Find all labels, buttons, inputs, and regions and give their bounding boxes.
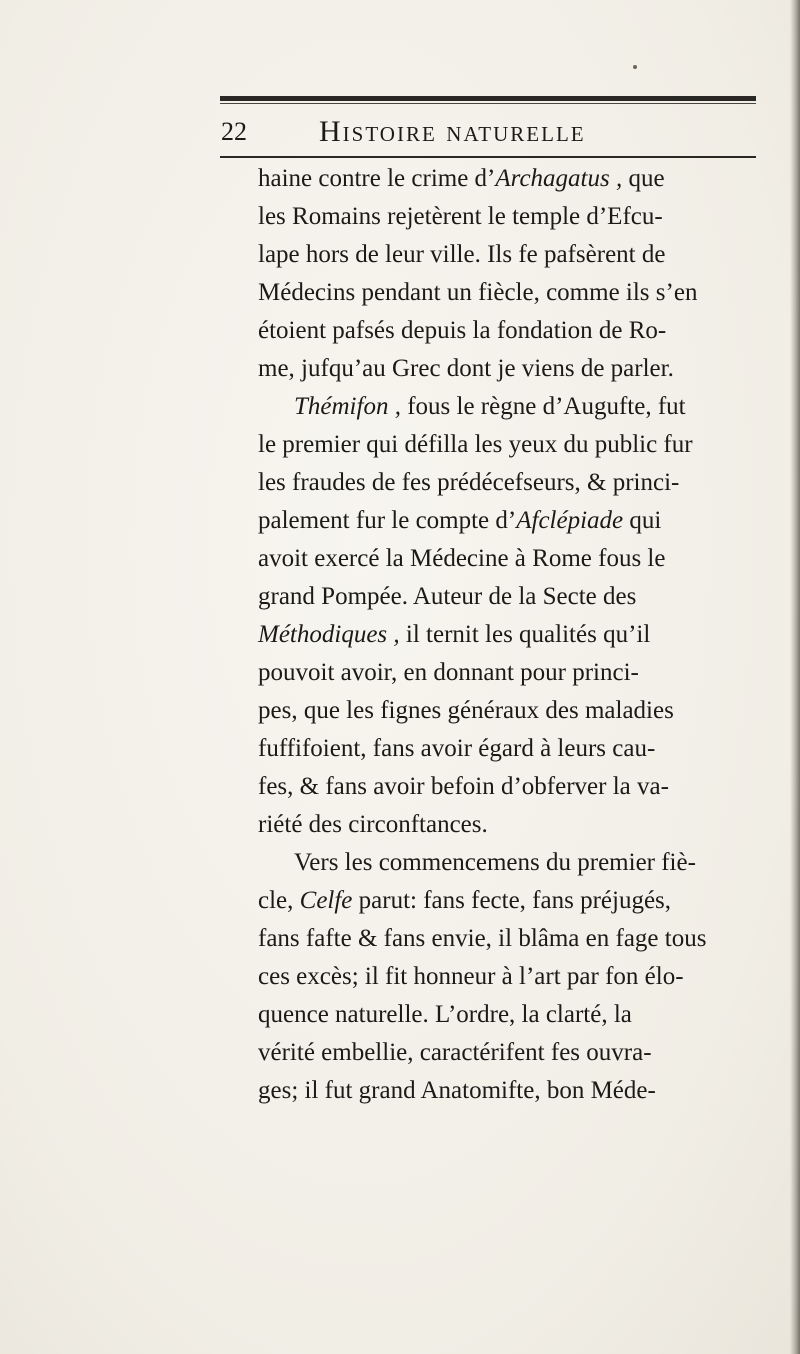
italic-text: Thémifon , <box>294 393 401 420</box>
text-span: fes, & fans avoir befoin d’obferver la va- <box>258 773 669 800</box>
text-line <box>258 920 768 958</box>
text-span: ges; il fut grand Anatomifte, bon Méde- <box>258 1077 656 1104</box>
text-span: les Romains rejetèrent le temple d’Efcu- <box>258 203 663 230</box>
italic-text: Celfe <box>299 887 353 914</box>
text-line <box>258 844 768 882</box>
header-thick-rule <box>220 96 756 101</box>
text-line <box>258 350 768 388</box>
text-line <box>258 426 768 464</box>
italic-text: Afclépiade <box>516 507 624 534</box>
text-span: cle, <box>258 887 300 914</box>
text-span: vérité embellie, caractérifent fes ouvra- <box>258 1039 652 1066</box>
text-span: haine contre le crime d’ <box>258 165 496 192</box>
text-span: me, jufqu’au Grec dont je viens de parler. <box>258 355 674 382</box>
italic-text: Archagatus , <box>495 165 623 192</box>
running-head <box>221 112 757 152</box>
text-line <box>258 160 768 198</box>
text-span: qui <box>623 507 662 534</box>
text-span: il ternit les qualités qu’il <box>399 621 651 648</box>
text-line <box>258 464 768 502</box>
text-line <box>258 654 768 692</box>
text-line <box>258 578 768 616</box>
text-span: que <box>622 165 665 192</box>
running-head-rule <box>220 156 756 158</box>
text-span: parut: fans fecte, fans préjugés, <box>352 887 672 914</box>
ink-speck <box>633 65 637 69</box>
text-line <box>258 540 768 578</box>
text-line <box>258 730 768 768</box>
text-line <box>258 502 768 540</box>
text-span: Médecins pendant un fiècle, comme ils s’en <box>258 279 698 306</box>
page-number: 22 <box>221 117 247 146</box>
text-span: étoient pafsés depuis la fondation de Ro- <box>258 317 667 344</box>
body-text <box>258 160 768 1110</box>
text-line <box>258 388 768 426</box>
text-line <box>258 692 768 730</box>
text-span: lape hors de leur ville. Ils fe pafsèrent de <box>258 241 666 268</box>
text-span: palement fur le compte d’ <box>258 507 517 534</box>
page-edge-shadow <box>790 0 800 1354</box>
text-span: riété des circonftances. <box>258 811 488 838</box>
text-span: fous le règne d’Augufte, fut <box>400 393 686 420</box>
text-line <box>258 274 768 312</box>
text-span: les fraudes de fes prédécefseurs, & princi- <box>258 469 680 496</box>
text-line <box>258 996 768 1034</box>
text-line <box>258 768 768 806</box>
header-thin-rule <box>220 103 756 104</box>
text-line <box>258 236 768 274</box>
text-span: le premier qui défilla les yeux du public fur <box>258 431 693 458</box>
text-span: fans fafte & fans envie, il blâma en fage tous <box>258 925 707 952</box>
text-span: quence naturelle. L’ordre, la clarté, la <box>258 1001 632 1028</box>
text-line <box>258 616 768 654</box>
text-span: pes, que les fignes généraux des maladies <box>258 697 674 724</box>
text-span: fuffifoient, fans avoir égard à leurs cau- <box>258 735 656 762</box>
text-line <box>258 958 768 996</box>
text-span: Vers les commencemens du premier fiè- <box>294 849 696 876</box>
italic-text: Méthodiques , <box>258 621 400 648</box>
text-line <box>258 198 768 236</box>
text-line <box>258 882 768 920</box>
running-title: Histoire naturelle <box>319 115 586 148</box>
text-line <box>258 1072 768 1110</box>
text-line <box>258 806 768 844</box>
text-line <box>258 1034 768 1072</box>
text-span: avoit exercé la Médecine à Rome fous le <box>258 545 666 572</box>
text-span: ces excès; il fit honneur à l’art par fon élo- <box>258 963 684 990</box>
text-span: grand Pompée. Auteur de la Secte des <box>258 583 637 610</box>
text-span: pouvoit avoir, en donnant pour princi- <box>258 659 639 686</box>
text-line <box>258 312 768 350</box>
